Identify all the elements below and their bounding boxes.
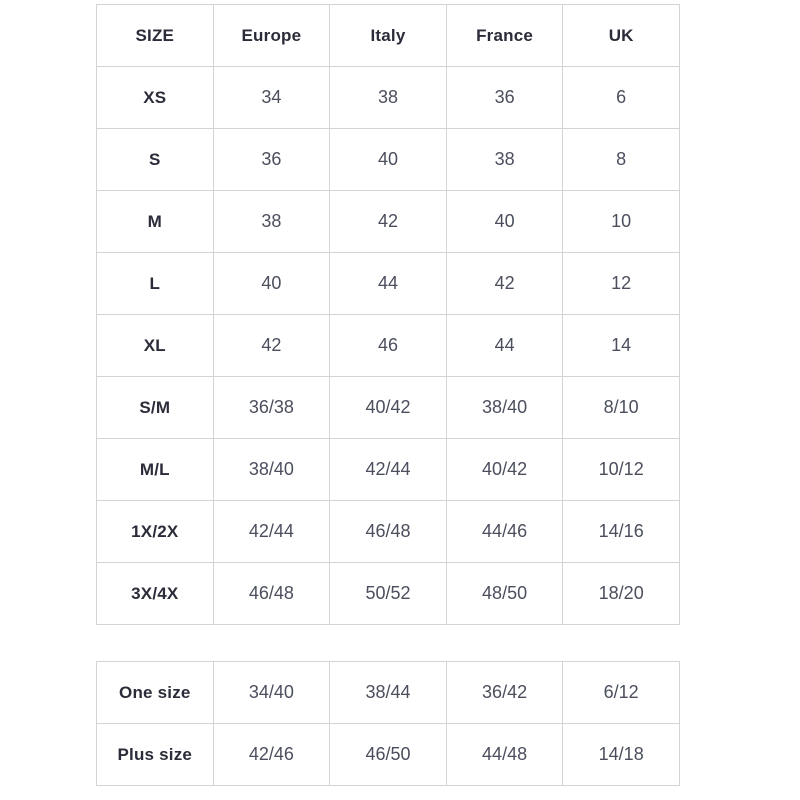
size-value-cell: 38 <box>446 129 563 191</box>
size-label-cell: XL <box>97 315 214 377</box>
size-label-cell: S <box>97 129 214 191</box>
size-value-cell: 14/16 <box>563 501 680 563</box>
table-row <box>97 315 680 377</box>
size-value-cell: 38 <box>330 67 447 129</box>
size-label-cell: 3X/4X <box>97 563 214 625</box>
size-value-cell: 46/48 <box>330 501 447 563</box>
size-value-cell: 10 <box>563 191 680 253</box>
table-row <box>97 67 680 129</box>
size-value-cell: 46/48 <box>213 563 330 625</box>
size-value-cell: 36/42 <box>446 662 563 724</box>
size-value-cell: 34 <box>213 67 330 129</box>
special-sizes-table <box>96 661 680 786</box>
size-value-cell: 34/40 <box>213 662 330 724</box>
size-value-cell: 8 <box>563 129 680 191</box>
table-row <box>97 377 680 439</box>
size-value-cell: 6 <box>563 67 680 129</box>
size-value-cell: 48/50 <box>446 563 563 625</box>
size-value-cell: 42/46 <box>213 724 330 786</box>
size-value-cell: 40 <box>213 253 330 315</box>
size-value-cell: 44 <box>330 253 447 315</box>
size-value-cell: 42 <box>330 191 447 253</box>
size-value-cell: 6/12 <box>563 662 680 724</box>
size-label-cell: One size <box>97 662 214 724</box>
size-value-cell: 40/42 <box>446 439 563 501</box>
table-row <box>97 129 680 191</box>
size-value-cell: 50/52 <box>330 563 447 625</box>
size-table-head <box>97 5 680 67</box>
size-value-cell: 12 <box>563 253 680 315</box>
size-value-cell: 40/42 <box>330 377 447 439</box>
size-value-cell: 40 <box>330 129 447 191</box>
size-value-cell: 36/38 <box>213 377 330 439</box>
size-conversion-table <box>96 4 680 625</box>
table-row <box>97 662 680 724</box>
size-value-cell: 18/20 <box>563 563 680 625</box>
size-value-cell: 46 <box>330 315 447 377</box>
table-row <box>97 724 680 786</box>
size-value-cell: 36 <box>213 129 330 191</box>
size-value-cell: 42/44 <box>330 439 447 501</box>
size-table-body <box>97 67 680 625</box>
size-label-cell: S/M <box>97 377 214 439</box>
size-value-cell: 10/12 <box>563 439 680 501</box>
table-row <box>97 191 680 253</box>
size-value-cell: 36 <box>446 67 563 129</box>
column-header-europe: Europe <box>213 5 330 67</box>
size-label-cell: L <box>97 253 214 315</box>
special-sizes-body <box>97 662 680 786</box>
size-value-cell: 44/46 <box>446 501 563 563</box>
size-value-cell: 42 <box>446 253 563 315</box>
size-label-cell: M/L <box>97 439 214 501</box>
size-value-cell: 46/50 <box>330 724 447 786</box>
size-value-cell: 40 <box>446 191 563 253</box>
header-row <box>97 5 680 67</box>
size-value-cell: 42 <box>213 315 330 377</box>
size-label-cell: XS <box>97 67 214 129</box>
size-value-cell: 8/10 <box>563 377 680 439</box>
size-value-cell: 44/48 <box>446 724 563 786</box>
size-value-cell: 44 <box>446 315 563 377</box>
size-value-cell: 38/44 <box>330 662 447 724</box>
size-value-cell: 14/18 <box>563 724 680 786</box>
table-row <box>97 563 680 625</box>
column-header-size: SIZE <box>97 5 214 67</box>
size-value-cell: 38 <box>213 191 330 253</box>
table-row <box>97 439 680 501</box>
table-row <box>97 501 680 563</box>
column-header-uk: UK <box>563 5 680 67</box>
size-value-cell: 14 <box>563 315 680 377</box>
column-header-italy: Italy <box>330 5 447 67</box>
column-header-france: France <box>446 5 563 67</box>
size-value-cell: 42/44 <box>213 501 330 563</box>
size-value-cell: 38/40 <box>446 377 563 439</box>
size-label-cell: Plus size <box>97 724 214 786</box>
table-row <box>97 253 680 315</box>
size-value-cell: 38/40 <box>213 439 330 501</box>
size-label-cell: M <box>97 191 214 253</box>
size-label-cell: 1X/2X <box>97 501 214 563</box>
